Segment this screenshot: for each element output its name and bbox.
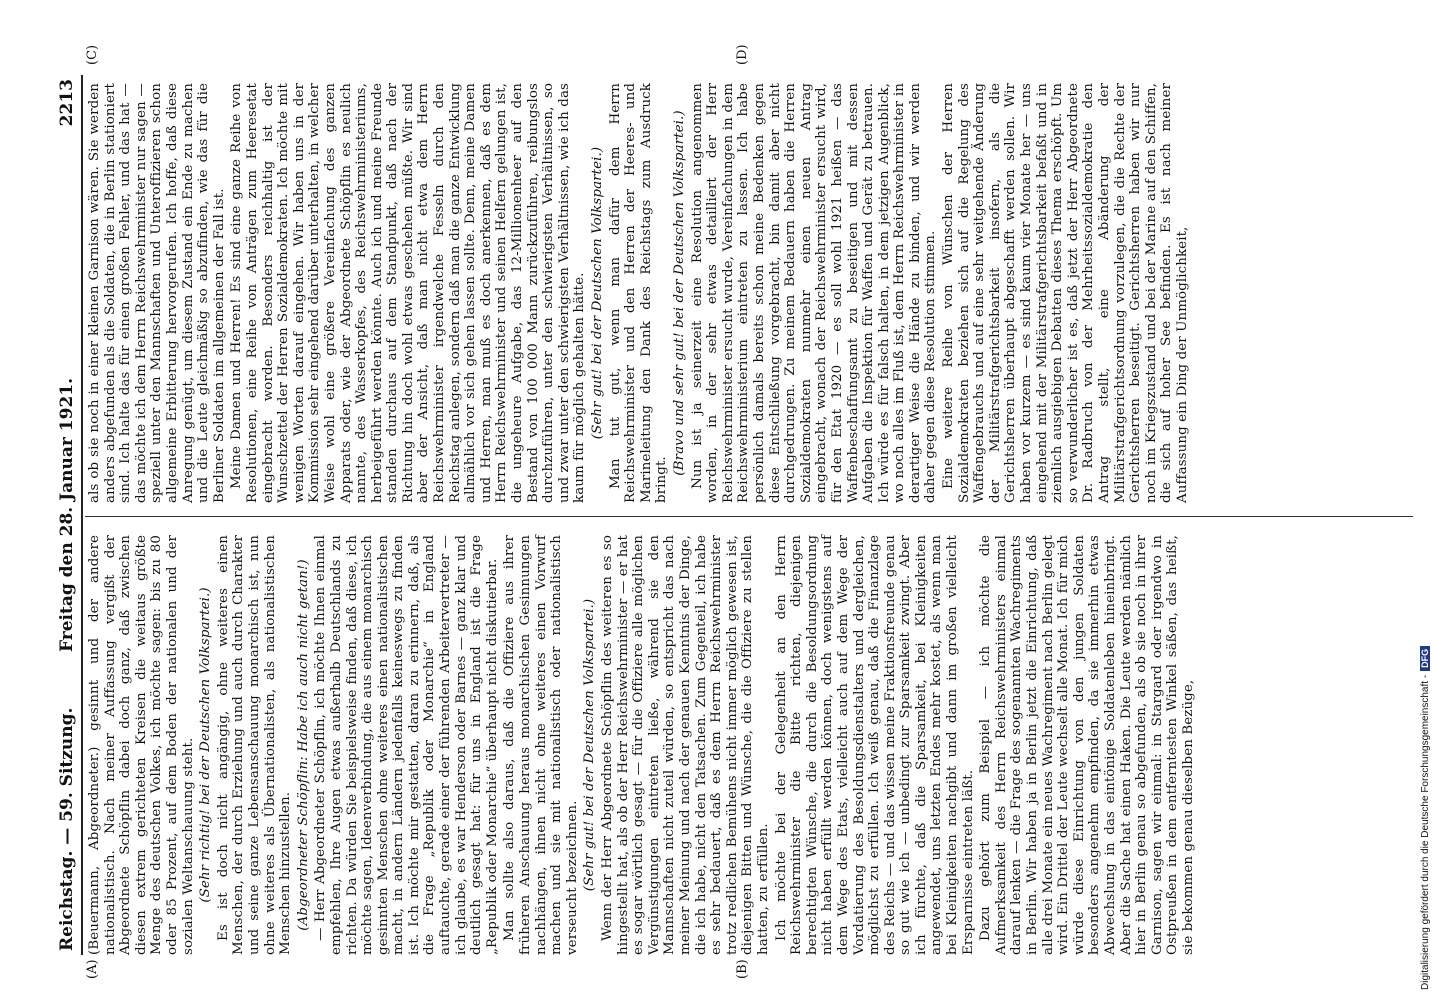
paragraph: Eine weitere Reihe von Wünschen der Herren Sozialdemokraten beziehen sich auf die Regelung des Waffengebrauchs und auf eine sehr weitgehende Änderung der Militärstrafgerichtsbarkeit insofern, als die Gerichtsherren überhaupt abgeschafft werden sollen. Wir haben vor kurzem — es sind kaum vier Monate her — uns eingehend mit der Militärstrafgerichtsbarkeit befaßt und in ziemlich ausgiebigen Debatten dieses Thema erschöpft. Um so verwunderlicher ist es, daß jetzt der Herr Abgeordnete Dr. Radbruch von der Mehrheitssozialdemokratie den Antrag stellt, eine Abänderung der Militärstrafgerichtsordnung vorzulegen, die die Rechte der Gerichtsherren beseitigt. Gerichtsherren haben wir nur noch im Kriegszustand und bei der Marine auf den Schiffen, die sich auf hoher See befinden. Es ist nach meiner Auffassung ein Ding der Unmöglichkeit, — [941, 83, 1190, 503]
paragraph: als ob sie noch in einer kleinen Garnison wären. Sie werden anders abgefunden als die Soldaten, die in Berlin stationiert sind. Ich halte das für einen großen Fehler, und das hat — das möchte ich dem Herrn Reichswehrminister nur sagen — speziell unter den Mannschaften und Unteroffizieren schon allgemeine Erbitterung hervorgerufen. Ich hoffe, daß diese Anregung genügt, um diesem Zustand ein Ende zu machen und die Leute gleichmäßig so abzufinden, wie das für die Berliner Soldaten im allgemeinen der Fall ist. — [87, 83, 227, 503]
interjection: (Sehr gut! bei der Deutschen Volkspartei.) — [582, 598, 598, 892]
credit-text: Digitalisierung gefördert durch die Deutsche Forschungsgemeinschaft - — [1420, 674, 1431, 990]
header-session: Reichstag. — 59. Sitzung. — [57, 707, 77, 951]
column-right — [87, 83, 1193, 503]
interjection: (Abgeordneter Schöpflin: Habe ich auch nicht getan!) — [295, 559, 311, 931]
paragraph: (Beuermann, Abgeordneter.) gesinnt und der andere nationalistisch. Nach meiner Auffassung vergißt der Abgeordnete Schöpflin dabei doch ganz, daß zwischen diesen extrem gerichteten Kreisen die weitaus größte Menge des deutschen Volkes, ich möchte sagen: bis zu 80 oder 85 Prozent, auf dem Boden der nationalen und der sozialen Weltanschauung steht. — [87, 535, 196, 955]
interjection: (Bravo und sehr gut! bei der Deutschen Volkspartei.) — [671, 110, 687, 476]
page-number: 2213 — [57, 79, 77, 127]
interjection: (Sehr richtig! bei der Deutschen Volkspartei.) — [198, 587, 214, 903]
paragraph: Nun ist ja seinerzeit eine Resolution angenommen worden, in der sehr etwas detailliert der Herr Reichswehrminister ersucht wurde, Vereinfachungen in dem Reichswehrministerium eintreten zu lassen. Ich habe persönlich damals bereits schon meine Bedenken gegen diese Entschließung vorgebracht, bin damit aber nicht durchgedrungen. Zu meinem Bedauern haben die Herren Sozialdemokraten nunmehr einen neuen Antrag eingebracht, wonach der Reichswehrminister ersucht wird, für den Etat 1920 — es soll wohl 1921 heißen — das Waffenbeschaffungsamt zu beseitigen und mit dessen Aufgaben die Inspektion für Waffen und Gerät zu betrauen. Ich würde es für falsch halten, in dem jetzigen Augenblick, wo noch alles im Fluß ist, dem Herrn Reichswehrminister in derartiger Weise die Hände zu binden, und wir werden daher gegen diese Resolution stimmen. — [689, 83, 939, 503]
digitization-credit — [1420, 10, 1434, 990]
paragraph: Dazu gehört zum Beispiel — ich möchte die Aufmerksamkeit des Herrn Reichswehrministers einmal darauf lenken — die Frage des sogenannten Wachregiments in Berlin. Wir haben ja in Berlin jetzt die Einrichtung, daß alle drei Monate ein neues Wachregiment nach Berlin gelegt wird. Ein Drittel der Leute wechselt alle Monat. Ich für mich würde diese Einrichtung von den jungen Soldaten besonders angenehm empfinden, da sie immerhin etwas Abwechslung in das eintönige Soldatenleben hineinbringt. Aber die Sache hat einen Haken. Die Leute werden nämlich hier in Berlin genau so abgefunden, als ob sie noch in ihrer Garnison, sagen wir einmal: in Stargard oder irgendwo in Ostpreußen in dem entferntesten Winkel säßen, das heißt, sie bekommen genau dieselben Bezüge, — [978, 535, 1196, 955]
margin-marker-d: (D) — [735, 44, 750, 65]
margin-marker-c: (C) — [85, 44, 100, 65]
column-divider — [85, 516, 1413, 517]
paragraph: Meine Damen und Herren! Es sind eine ganze Reihe von Resolutionen, eine Reihe von Anträgen zum Heeresetat eingebracht worden. Besonders reichhaltig ist der Wunschzettel der Herren Sozialdemokraten. Ich möchte mit wenigen Worten darauf eingehen. Wir haben uns in der Kommission sehr eingehend darüber unterhalten, in welcher Weise wohl eine größere Vereinfachung des ganzen Apparats oder, wie der Abgeordnete Schöpflin es neulich nannte, des Wasserkopfes, des Reichswehrministeriums, herbeigeführt werden könnte. Auch ich und meine Freunde standen durchaus auf dem Standpunkt, daß nach der Richtung hin doch wohl etwas geschehen müßte. Wir sind aber der Ansicht, daß man nicht etwa dem Herrn Reichswehrminister irgendwelche Fesseln durch den Reichstag anlegen, sondern daß man die ganze Entwicklung allmählich vor sich gehen lassen sollte. Denn, meine Damen und Herren, man muß es doch anerkennen, daß es dem Herrn Reichswehrminister und seinen Helfern gelungen ist, die ungeheure Aufgabe, das 12-Millionenheer auf den Bestand von 100 000 Mann zurückzuführen, reibungslos durchzuführen, unter den schwierigsten Verhältnissen, so und zwar unter den schwierigsten Verhältnissen, wie ich das kaum für möglich gehalten hätte. — [229, 83, 588, 503]
column-left — [87, 535, 1199, 955]
rotated-page-content — [55, 44, 1415, 979]
header-date: Freitag den 28. Januar 1921. — [57, 377, 77, 653]
page-header — [55, 75, 83, 955]
interjection: (Sehr gut! bei der Deutschen Volkspartei.) — [590, 146, 605, 440]
dfg-logo: DFG — [1420, 646, 1430, 671]
paragraph: Man tut gut, wenn man dafür dem Herrn Reichswehrminister und den Herren der Heeres- und Marineleitung den Dank des Reichstags zum Ausdruck bringt. — [607, 83, 670, 503]
paragraph: Man sollte also daraus, daß die Offiziere aus ihrer früheren Anschauung heraus monarchischen Gesinnungen nachhängen, ihnen nicht ohne weiteres einen Vorwurf machen und sie mit nationalistisch oder nationalistisch verseucht bezeichnen. — [502, 535, 580, 955]
paragraph: — Herr Abgeordneter Schöpflin, ich möchte Ihnen einmal empfehlen, Ihre Augen etwas außerhalb Deutschlands zu richten. Da würden Sie beispielsweise finden, daß diese, ich möchte sagen, Ideenverbindung, die aus einem monarchisch gesinnten Menschen ohne weiteres einen nationalistischen macht, in andern Ländern jedenfalls keineswegs zu finden ist. Ich möchte mir gestatten, daran zu erinnern, daß, als die Frage „Republik oder Monarchie“ in England auftauchte, gerade einer der führenden Arbeitervertreter — ich glaube, es war Henderson oder Barnes — ganz klar und deutlich gesagt hat: für uns in England ist die Frage „Republik oder Monarchie“ überhaupt nicht diskutierbar. — [313, 535, 500, 955]
paragraph: Wenn der Herr Abgeordnete Schöpflin des weiteren es so hingestellt hat, als ob der Herr Reichswehrminister — er hat es sogar wörtlich gesagt — für die Offiziere alle möglichen Vergünstigungen eintreten ließe, während sie den Mannschaften nicht zuteil würden, so entspricht das nach meiner Meinung und nach der genauen Kenntnis der Dinge, die ich habe, nicht den Tatsachen. Zum Gegenteil, ich habe es sehr bedauert, daß es dem Herrn Reichswehrminister trotz redlichen Bemühens nicht immer möglich gewesen ist, diejenigen Bitten und Wünsche, die die Offiziere zu stellen hatten, zu erfüllen. — [600, 535, 771, 955]
margin-marker-a: (A) — [85, 959, 100, 979]
paragraph: Ich möchte bei der Gelegenheit an den Herrn Reichswehrminister die Bitte richten, diejenigen berechtigten Wünsche, die durch die Besoldungsordnung nicht haben erfüllt werden können, doch wenigstens auf dem Wege des Etats, vielleicht auch auf dem Wege der Vordatierung des Besoldungsdienstalters und dergleichen, möglichst zu erfüllen. Ich weiß genau, daß die Finanzlage des Reichs — und das wissen meine Fraktionsfreunde genau so gut wie ich — unbedingt zur Sparsamkeit zwingt. Aber ich fürchte, daß die Sparsamkeit, bei Kleinigkeiten angewendet, uns letzten Endes mehr kostet, als wenn man bei Kleinigkeiten nachgibt und dann im großen vielleicht Ersparnisse eintreten läßt. — [773, 535, 976, 955]
paragraph: Es ist doch nicht angängig, ohne weiteres einen Menschen, der durch Erziehung und auch durch Charakter und seine ganze Lebensanschauung monarchisch ist, nun ohne weiteres als Übernationalisten, als nationalistischen Menschen hinzustellen. — [215, 535, 294, 955]
margin-marker-b: (B) — [735, 959, 750, 979]
